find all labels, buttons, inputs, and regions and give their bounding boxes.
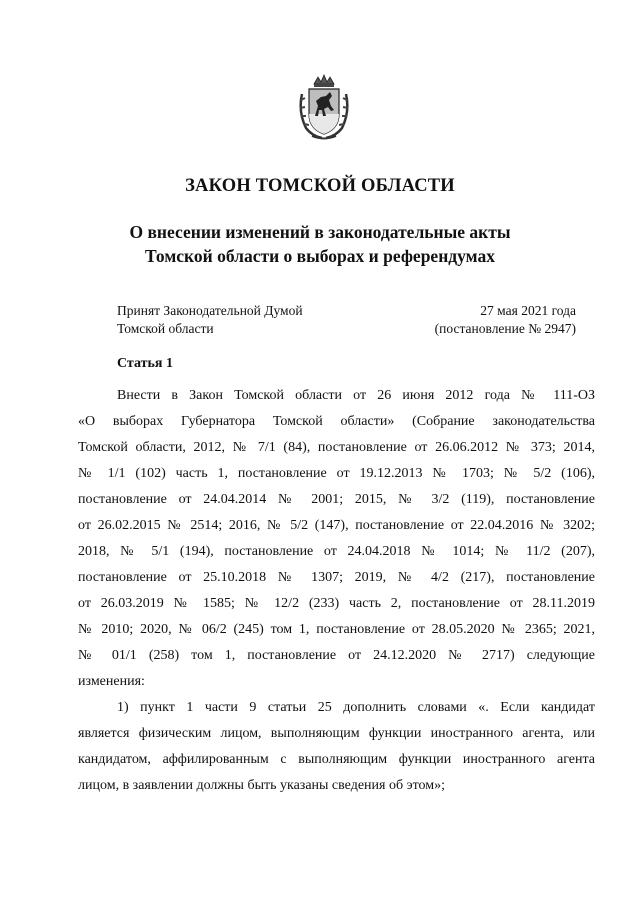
law-subject-line-2: Томской области о выборах и референдумах (145, 246, 495, 266)
article-line: изменения: (78, 674, 145, 689)
item-1-line: является физическим лицом, выполняющим функции иностранного агента, или (78, 726, 595, 741)
article-line: Томской области, 2012, № 7/1 (84), постановление от 26.06.2012 № 373; 2014, (78, 440, 595, 455)
article-line: постановление от 24.04.2014 № 2001; 2015, № 3/2 (119), постановление (78, 492, 595, 507)
adopted-by (117, 302, 303, 338)
adopted-by-line-2: Томской области (117, 321, 214, 336)
article-body (78, 383, 595, 799)
item-1-line: 1) пункт 1 части 9 статьи 25 дополнить словами «. Если кандидат (117, 700, 595, 715)
article-line: от 26.02.2015 № 2514; 2016, № 5/2 (147), постановление от 22.04.2016 № 3202; (78, 518, 595, 533)
adopted-by-line-1: Принят Законодательной Думой (117, 303, 303, 318)
law-subject (0, 220, 640, 268)
item-1-line: кандидатом, аффилированным с выполняющим функции иностранного агента (78, 752, 595, 767)
article-line: от 26.03.2019 № 1585; № 12/2 (233) часть 2, постановление от 28.11.2019 (78, 596, 595, 611)
article-title: Статья 1 (117, 356, 173, 371)
tomsk-coat-of-arms-icon (296, 74, 352, 142)
adoption-details (435, 302, 576, 338)
article-line: Внести в Закон Томской области от 26 июня 2012 года № 111-ОЗ (117, 388, 595, 403)
law-subject-line-1: О внесении изменений в законодательные акты (129, 222, 511, 242)
article-line: «О выборах Губернатора Томской области» (Собрание законодательства (78, 414, 595, 429)
article-line: № 2010; 2020, № 06/2 (245) том 1, постановление от 28.05.2020 № 2365; 2021, (78, 622, 595, 637)
article-line: № 01/1 (258) том 1, постановление от 24.12.2020 № 2717) следующие (78, 648, 595, 663)
article-line: № 1/1 (102) часть 1, постановление от 19.12.2013 № 1703; № 5/2 (106), (78, 466, 595, 481)
item-1-line: лицом, в заявлении должны быть указаны сведения об этом»; (78, 778, 446, 793)
article-line: постановление от 25.10.2018 № 1307; 2019, № 4/2 (217), постановление (78, 570, 595, 585)
law-title: ЗАКОН ТОМСКОЙ ОБЛАСТИ (185, 176, 455, 196)
adoption-date: 27 мая 2021 года (480, 303, 576, 318)
resolution-number: (постановление № 2947) (434, 321, 576, 336)
article-line: 2018, № 5/1 (194), постановление от 24.04.2018 № 1014; № 11/2 (207), (78, 544, 595, 559)
